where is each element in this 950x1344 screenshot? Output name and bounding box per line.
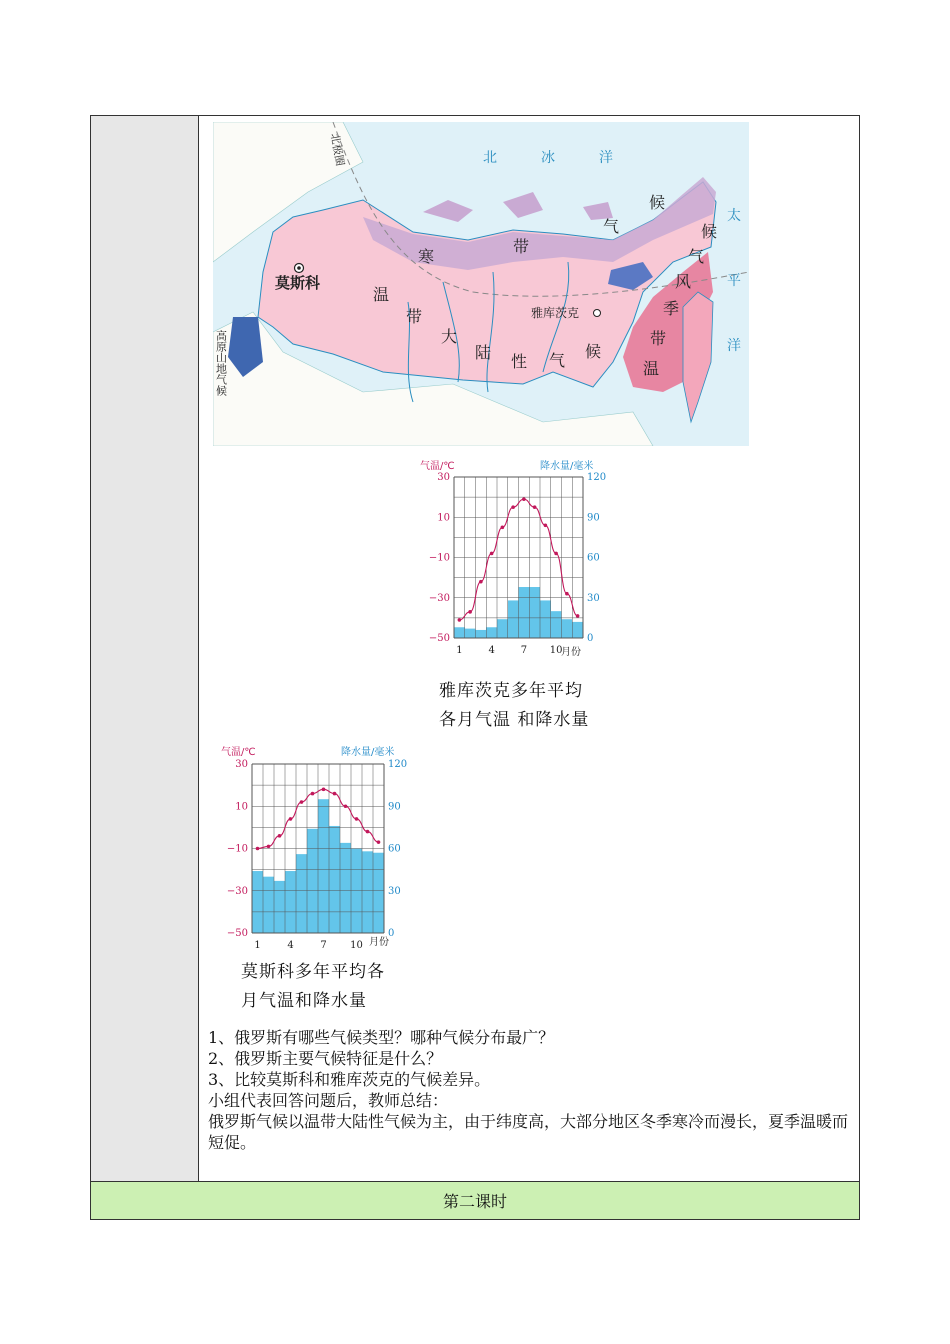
moscow-precip-tick: 120	[388, 759, 408, 770]
yakutsk-month-tick: 10	[549, 645, 563, 656]
questions-section	[208, 1027, 848, 1153]
moscow-caption-line-1: 莫斯科多年平均各	[241, 962, 385, 982]
second-lesson-row	[91, 1181, 859, 1219]
label-subarctic-1: 寒	[418, 247, 435, 266]
question-1: 1、俄罗斯有哪些气候类型？哪种气候分布最广？	[208, 1028, 555, 1047]
lesson-table	[90, 115, 860, 1220]
moscow-temperature-point	[333, 792, 337, 796]
yakutsk-temperature-point	[501, 526, 505, 530]
yakutsk-precip-bar	[454, 627, 465, 638]
russia-climate-map	[213, 122, 749, 446]
yakutsk-temp-tick: 10	[437, 512, 450, 524]
yakutsk-precip-bar	[562, 619, 573, 638]
label-continental-6: 气	[549, 351, 566, 370]
yakutsk-temperature-point	[490, 552, 494, 556]
moscow-temperature-point	[256, 847, 260, 851]
label-subarctic-2: 带	[513, 237, 530, 256]
moscow-precip-bar	[285, 871, 296, 933]
yakutsk-temperature-point	[533, 505, 537, 509]
moscow-temperature-point	[377, 840, 381, 844]
yakutsk-temperature-point	[468, 610, 472, 614]
moscow-month-tick: 1	[254, 940, 261, 949]
moscow-temperature-point	[267, 845, 271, 849]
label-monsoon-6: 候	[701, 222, 718, 241]
label-continental-3: 大	[441, 327, 458, 346]
moscow-precip-bar	[373, 853, 384, 933]
yakutsk-month-tick: 7	[520, 645, 528, 656]
moscow-temperature-point	[355, 817, 359, 821]
moscow-temperature-point	[278, 834, 282, 838]
moscow-precip-tick: 90	[388, 801, 401, 813]
moscow-month-tick: 7	[320, 940, 327, 949]
yakutsk-climate-chart	[416, 459, 611, 661]
yakutsk-precip-bar	[529, 587, 540, 638]
yakutsk-chart-caption	[439, 677, 589, 735]
label-yakutsk: 雅库茨克	[531, 306, 580, 320]
moscow-temp-tick: 10	[235, 801, 248, 813]
yakutsk-temp-tick: −30	[428, 592, 450, 604]
moscow-precip-bar	[274, 881, 285, 933]
yakutsk-precip-bar	[497, 619, 508, 638]
moscow-temperature-point	[366, 830, 370, 834]
yakutsk-temperature-point	[522, 497, 526, 501]
yakutsk-caption-line-2: 各月气温 和降水量	[439, 710, 590, 730]
yakutsk-precip-bar	[572, 622, 583, 638]
second-lesson-title: 第二课时	[442, 1192, 507, 1211]
yakutsk-precip-bar	[465, 629, 476, 638]
yakutsk-temperature-point	[458, 618, 462, 622]
moscow-precip-bar	[362, 851, 373, 933]
moscow-precip-bar	[340, 843, 351, 933]
yakutsk-marker	[594, 310, 601, 317]
moscow-temp-axis-label: 气温/℃	[221, 747, 256, 758]
yakutsk-plot	[429, 472, 606, 656]
yakutsk-month-unit: 月份	[561, 647, 581, 658]
teacher-summary: 俄罗斯气候以温带大陆性气候为主，由于纬度高，大部分地区冬季寒冷而漫长，夏季温暖而短促。	[208, 1112, 849, 1152]
moscow-precip-tick: 30	[388, 885, 401, 897]
label-pacific-3: 洋	[727, 338, 741, 354]
moscow-precip-bar	[296, 854, 307, 933]
label-moscow: 莫斯科	[275, 274, 321, 292]
moscow-temperature-point	[344, 804, 348, 808]
label-monsoon-2: 带	[650, 329, 667, 348]
question-2: 2、俄罗斯主要气候特征是什么？	[208, 1049, 443, 1068]
moscow-month-tick: 4	[287, 940, 294, 949]
label-arctic-ocean-1: 北	[483, 150, 497, 166]
label-subarctic-3: 气	[603, 217, 620, 236]
yakutsk-temperature-point	[511, 505, 515, 509]
left-column-cell	[91, 116, 199, 1181]
yakutsk-caption-line-1: 雅库茨克多年平均	[439, 681, 583, 701]
moscow-chart-caption	[241, 958, 385, 1016]
label-monsoon-4: 风	[675, 272, 692, 291]
yakutsk-temp-axis-label: 气温/℃	[420, 461, 455, 472]
label-highland-climate: 高原山地气候	[214, 330, 228, 396]
label-monsoon-5: 气	[688, 247, 705, 266]
label-continental-1: 温	[373, 285, 390, 304]
label-arctic-ocean-2: 冰	[541, 150, 555, 166]
yakutsk-precip-bar	[486, 627, 497, 638]
yakutsk-precip-bar	[540, 600, 551, 638]
yakutsk-month-tick: 1	[456, 645, 463, 656]
moscow-caption-line-2: 月气温和降水量	[241, 991, 367, 1011]
yakutsk-precip-bar	[519, 587, 530, 638]
yakutsk-precip-tick: 0	[587, 633, 594, 644]
moscow-temp-tick: −50	[226, 928, 248, 939]
moscow-temperature-point	[322, 788, 326, 792]
label-arctic-ocean-3: 洋	[599, 150, 613, 166]
label-continental-4: 陆	[475, 343, 492, 362]
question-3: 3、比较莫斯科和雅库茨克的气候差异。	[208, 1070, 491, 1089]
label-continental-2: 带	[406, 307, 423, 326]
yakutsk-temperature-point	[576, 614, 580, 618]
summary-intro: 小组代表回答问题后，教师总结：	[208, 1091, 449, 1110]
moscow-temp-tick: −10	[226, 843, 248, 855]
moscow-month-unit: 月份	[369, 937, 389, 948]
label-pacific-2: 平	[727, 273, 741, 289]
yakutsk-precip-tick: 90	[587, 512, 600, 524]
moscow-precip-bar	[329, 826, 340, 933]
yakutsk-temp-tick: −50	[428, 633, 450, 644]
yakutsk-temperature-point	[554, 552, 558, 556]
yakutsk-precip-axis-label: 降水量/毫米	[540, 461, 594, 472]
moscow-precip-tick: 60	[388, 843, 401, 855]
moscow-precip-bar	[252, 871, 263, 933]
moscow-precip-tick: 0	[388, 928, 395, 939]
yakutsk-precip-bar	[508, 600, 519, 638]
moscow-precip-bar	[307, 829, 318, 933]
moscow-temp-tick: −30	[226, 885, 248, 897]
moscow-temp-tick: 30	[235, 759, 248, 770]
label-monsoon-1: 温	[643, 359, 660, 378]
label-arctic-circle: 北极圈	[328, 132, 347, 168]
moscow-climate-chart	[217, 745, 412, 949]
yakutsk-temp-tick: −10	[428, 552, 450, 564]
yakutsk-precip-tick: 60	[587, 552, 600, 564]
yakutsk-precip-bar	[476, 630, 487, 638]
moscow-temperature-point	[300, 800, 304, 804]
label-continental-7: 候	[585, 342, 602, 361]
moscow-precip-axis-label: 降水量/毫米	[341, 747, 395, 758]
yakutsk-precip-tick: 120	[587, 472, 607, 483]
yakutsk-temperature-point	[479, 580, 483, 584]
moscow-plot	[227, 759, 407, 949]
yakutsk-month-tick: 4	[488, 645, 495, 656]
yakutsk-temperature-point	[544, 524, 548, 528]
yakutsk-precip-tick: 30	[587, 592, 600, 604]
moscow-temperature-point	[311, 792, 315, 796]
label-pacific-1: 太	[727, 208, 741, 224]
moscow-temperature-point	[289, 817, 293, 821]
yakutsk-precip-bar	[551, 611, 562, 638]
moscow-precip-bar	[318, 799, 329, 933]
label-subarctic-4: 候	[649, 193, 666, 212]
yakutsk-temp-tick: 30	[437, 472, 450, 483]
moscow-month-tick: 10	[350, 940, 363, 949]
moscow-precip-bar	[263, 877, 274, 933]
label-monsoon-3: 季	[663, 299, 680, 318]
yakutsk-temperature-point	[565, 592, 569, 596]
moscow-marker-dot	[297, 266, 301, 270]
label-continental-5: 性	[511, 352, 528, 371]
